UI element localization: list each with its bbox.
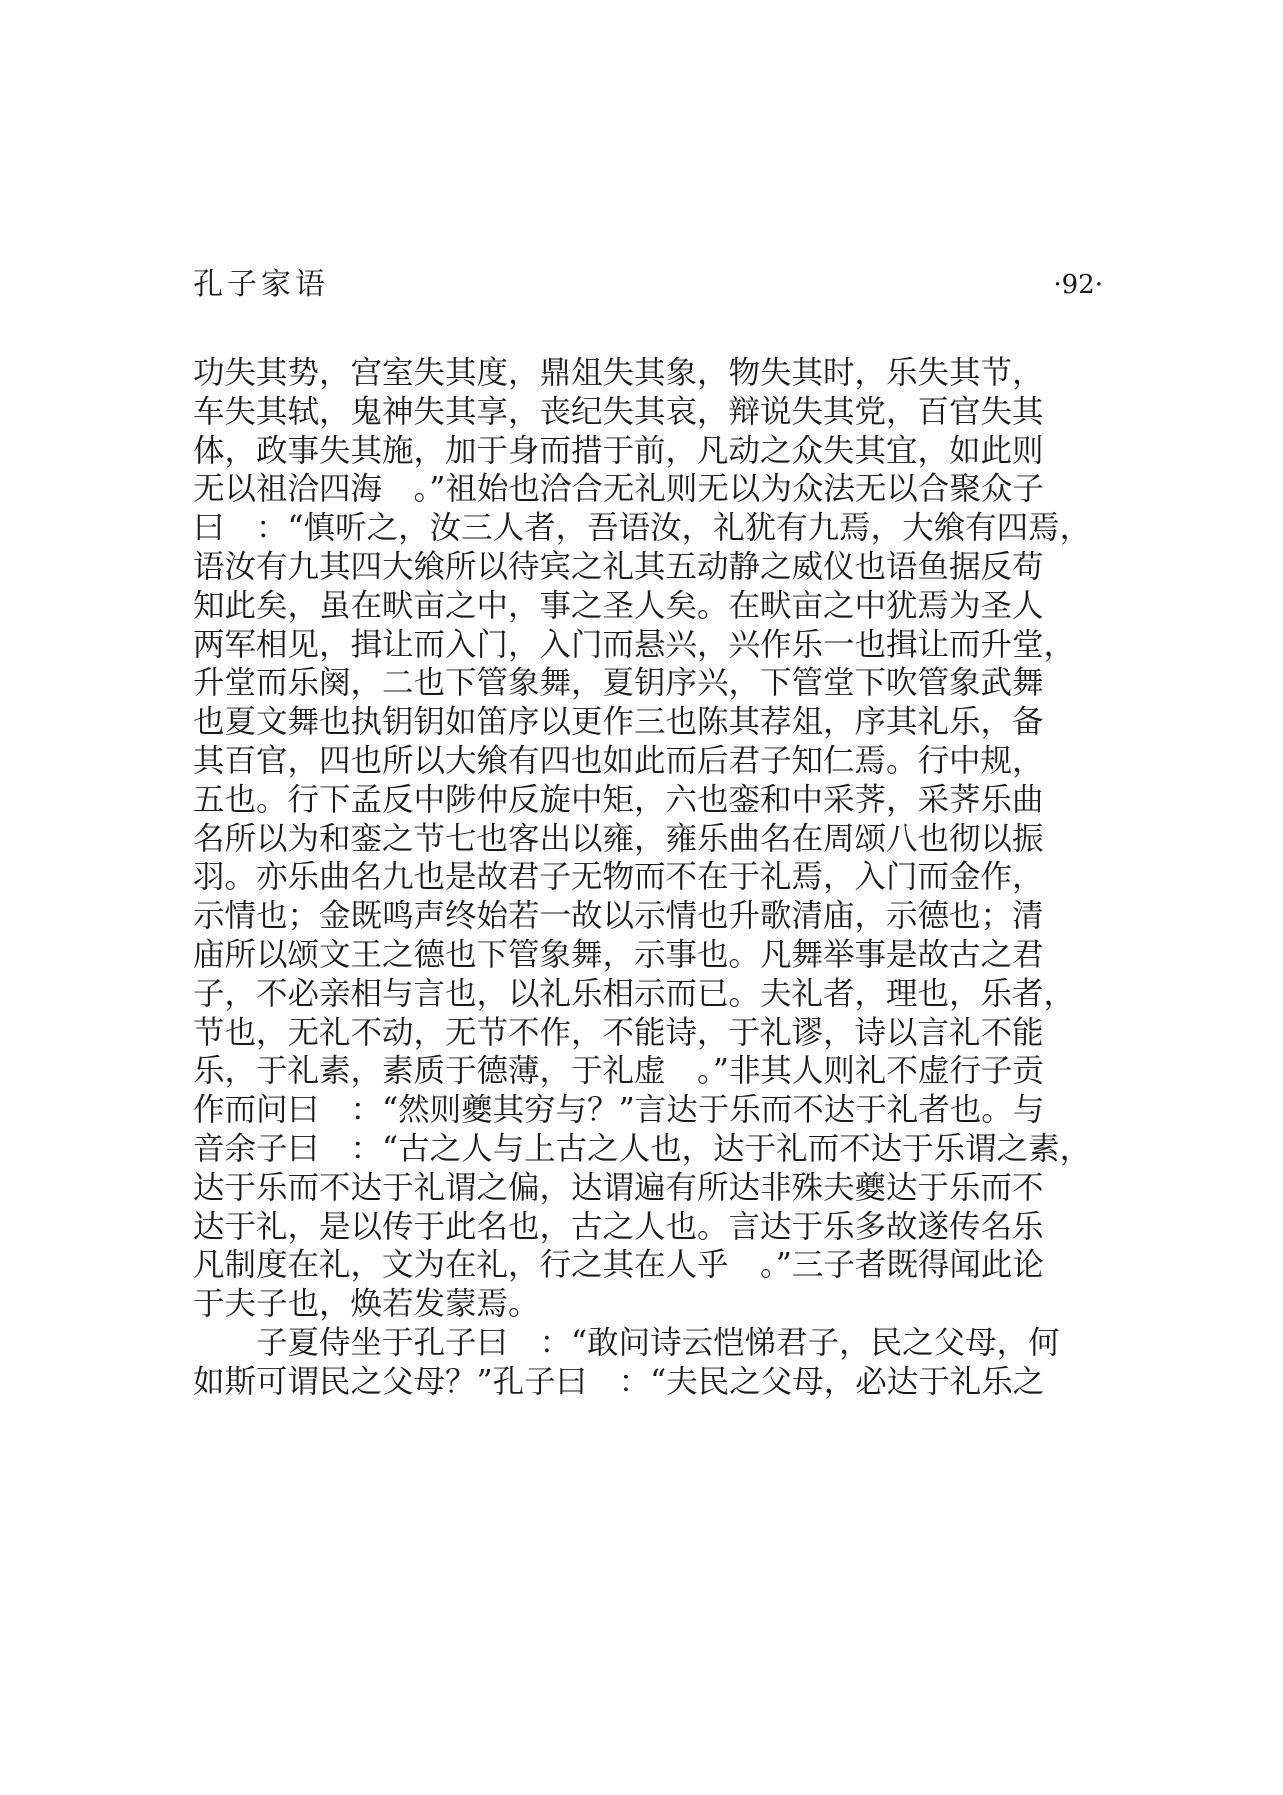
text-line: 子，不必亲相与言也，以礼乐相示而已。夫礼者，理也，乐者， — [193, 975, 1076, 1012]
text-line: 音余子曰 ：“古之人与上古之人也，达于礼而不达于乐谓之素， — [193, 1130, 1092, 1167]
text-line: 五也。行下孟反中陟仲反旋中矩，六也銮和中采荠，采荠乐曲 — [193, 781, 1044, 818]
text-line: 节也，无礼不动，无节不作，不能诗，于礼谬，诗以言礼不能 — [193, 1014, 1044, 1051]
text-line: 庙所以颂文王之德也下管象舞，示事也。凡舞举事是故古之君 — [193, 936, 1044, 973]
text-line: 示情也；金既鸣声终始若一故以示情也升歌清庙，示德也；清 — [193, 898, 1044, 935]
text-line: 功失其势，宫室失其度，鼎俎失其象，物失其时，乐失其节， — [193, 355, 1044, 391]
text-line: 如斯可谓民之父母？”孔子曰 ：“夫民之父母，必达于礼乐之 — [193, 1363, 1045, 1400]
book-title: 孔子家语 — [193, 267, 329, 302]
page-number: ·92· — [1053, 270, 1103, 300]
text-line: 羽。亦乐曲名九也是故君子无物而不在于礼焉，入门而金作， — [193, 859, 1044, 896]
text-line: 也夏文舞也执钥钥如笛序以更作三也陈其荐俎，序其礼乐，备 — [193, 704, 1044, 741]
body-text — [193, 354, 1107, 1402]
text-line: 升堂而乐阕，二也下管象舞，夏钥序兴，下管堂下吹管象武舞 — [193, 665, 1044, 702]
text-line: 体，政事失其施，加于身而措于前，凡动之众失其宜，如此则 — [193, 432, 1044, 469]
text-line: 于夫子也，焕若发蒙焉。 — [193, 1286, 540, 1323]
text-line: 名所以为和銮之节七也客出以雍，雍乐曲名在周颂八也彻以振 — [193, 820, 1044, 857]
text-line: 达于乐而不达于礼谓之偏，达谓遍有所达非殊夫夔达于乐而不 — [193, 1169, 1044, 1206]
text-line: 知此矣，虽在畎亩之中，事之圣人矣。在畎亩之中犹焉为圣人 — [193, 587, 1044, 624]
text-line: 两军相见，揖让而入门，入门而悬兴，兴作乐一也揖让而升堂， — [193, 626, 1076, 663]
text-line: 无以祖洽四海 。”祖始也洽合无礼则无以为众法无以合聚众子 — [193, 471, 1044, 508]
text-line: 曰 ：“慎听之，汝三人者，吾语汝，礼犹有九焉，大飨有四焉， — [193, 510, 1092, 547]
text-line: 作而问曰 ：“然则夔其穷与？”言达于乐而不达于礼者也。与 — [193, 1092, 1045, 1129]
text-line: 乐，于礼素，素质于德薄，于礼虚 。”非其人则礼不虚行子贡 — [193, 1053, 1044, 1090]
text-line: 凡制度在礼，文为在礼，行之其在人乎 。”三子者既得闻此论 — [193, 1247, 1044, 1284]
text-line: 子夏侍坐于孔子曰 ：“敢问诗云恺悌君子，民之父母，何 — [256, 1324, 1060, 1361]
text-line: 达于礼，是以传于此名也，古之人也。言达于乐多故遂传名乐 — [193, 1208, 1044, 1245]
text-line: 车失其轼，鬼神失其享，丧纪失其哀，辩说失其党，百官失其 — [193, 393, 1044, 430]
text-line: 语汝有九其四大飨所以待宾之礼其五动静之威仪也语鱼据反苟 — [193, 548, 1044, 585]
running-header — [193, 265, 1103, 305]
text-line: 其百官，四也所以大飨有四也如此而后君子知仁焉。行中规， — [193, 742, 1044, 779]
